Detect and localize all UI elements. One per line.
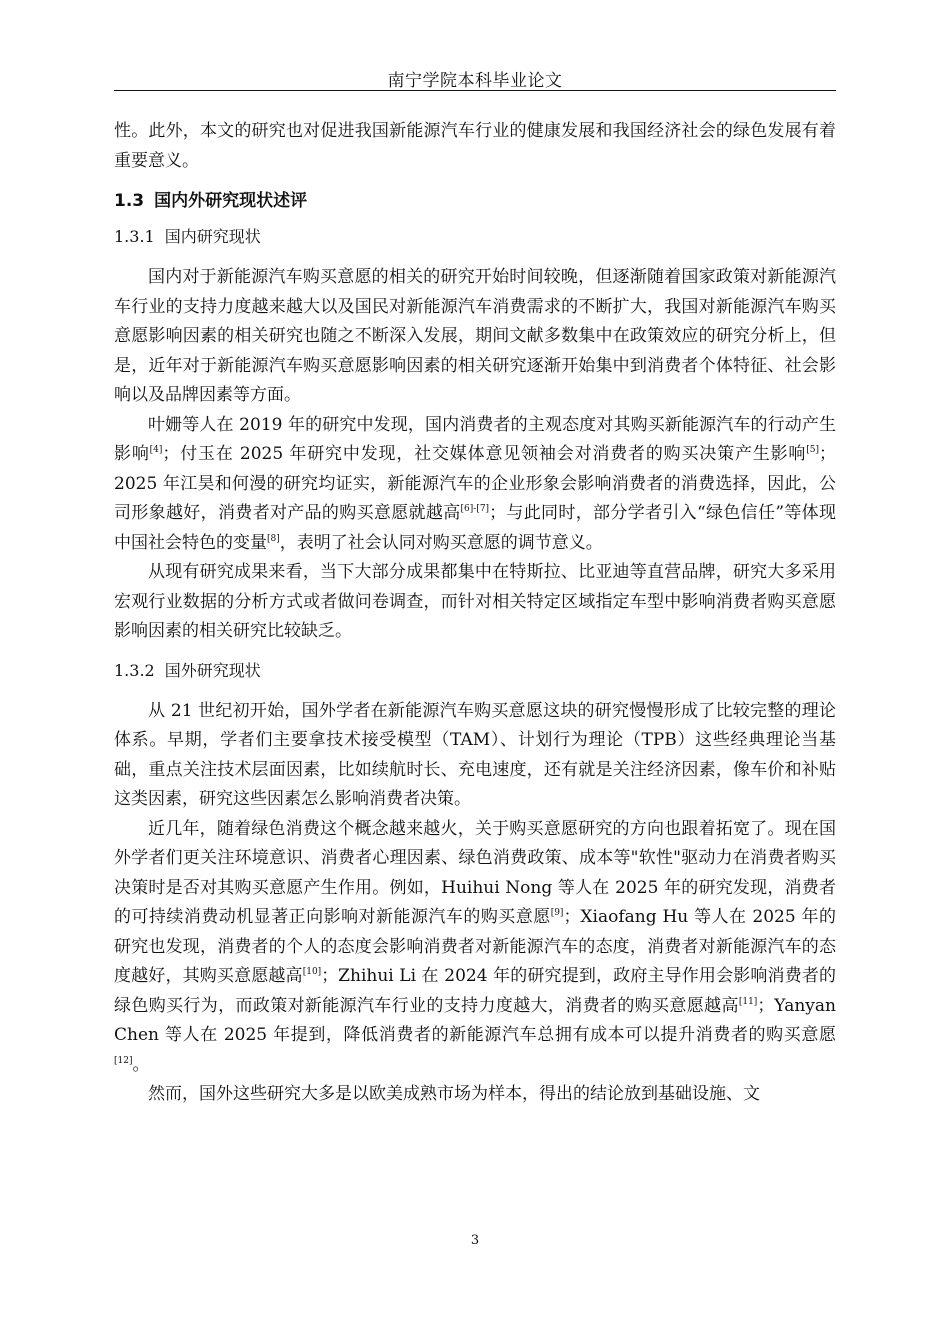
foreign-paragraph-1: 从 21 世纪初开始，国外学者在新能源汽车购买意愿这块的研究慢慢形成了比较完整的理论体系。早期，学者们主要拿技术接受模型（TAM）、计划行为理论（TPB）这些经典理论当基础，重点关注技术层面因素，比如续航时长、充电速度，还有就是关注经济因素，像车价和补贴这类因素，研究这些因素怎么影响消费者决策。 xyxy=(114,700,836,809)
subsection-title: 国内研究现状 xyxy=(164,227,261,246)
citation-ref: [10] xyxy=(302,967,322,977)
subsection-number: 1.3.1 xyxy=(114,227,155,246)
running-header: 南宁学院本科毕业论文 xyxy=(387,71,563,91)
section-title: 国内外研究现状述评 xyxy=(154,191,308,211)
page-number: 3 xyxy=(470,1233,480,1248)
citation-ref: [9] xyxy=(550,908,564,918)
subsection-number: 1.3.2 xyxy=(114,660,155,680)
domestic-paragraph-1: 国内对于新能源汽车购买意愿的相关的研究开始时间较晚，但逐渐随着国家政策对新能源汽车行业的支持力度越来越大以及国民对新能源汽车消费需求的不断扩大，我国对新能源汽车购买意愿影响因素的相关研究也随之不断深入发展，期间文献多数集中在政策效应的研究分析上，但是，近年对于新能源汽车购买意愿影响因素的相关研究逐渐开始集中到消费者个体特征、社会影响以及品牌因素等方面。 xyxy=(114,267,836,405)
citation-ref: [4] xyxy=(149,445,163,455)
text-run: ；2025 年江昊和何漫的研究均证实，新能源汽车的企业形象会影响消费者的消费选择，因此，公司形象越好，消费者对产品的购买意愿就越高 xyxy=(114,444,837,523)
text-run: ；付玉在 2025 年研究中发现，社交媒体意见领袖会对消费者的购买决策产生影响 xyxy=(162,444,807,464)
text-run: ，表明了社会认同对购买意愿的调节意义。 xyxy=(279,532,603,553)
section-heading-1-3 xyxy=(114,186,836,211)
citation-ref: [11] xyxy=(738,996,758,1007)
text-run: ；与此同时，部分学者引入“绿色信任”等体现中国社会特色的变量 xyxy=(114,503,836,553)
subsection-heading-1-3-1 xyxy=(114,223,836,251)
text-run: 叶姗等人在 2019 年的研究中发现，国内消费者的主观态度对其购买新能源汽车的行动产生影响 xyxy=(114,414,836,464)
section-number: 1.3 xyxy=(114,191,145,211)
text-run: ；Yanyan Chen 等人在 2025 年提到，降低消费者的新能源汽车总拥有成本可以提升消费者的购买意愿 xyxy=(114,995,836,1045)
continuation-paragraph: 性。此外，本文的研究也对促进我国新能源汽车行业的健康发展和我国经济社会的绿色发展有着重要意义。 xyxy=(114,121,836,171)
foreign-paragraph-3: 然而，国外这些研究大多是以欧美成熟市场为样本，得出的结论放到基础设施、文 xyxy=(148,1084,760,1104)
foreign-paragraph-2 xyxy=(114,815,836,1081)
text-run: ；Xiaofang Hu 等人在 2025 年的研究也发现，消费者的个人的态度会影响消费者对新能源汽车的态度，消费者对新能源汽车的态度越好，其购买意愿越高 xyxy=(114,907,836,986)
text-run: ；Zhihui Li 在 2024 年的研究提到，政府主导作用会影响消费者的绿色购买行为，而政策对新能源汽车行业的支持力度越大，消费者的购买意愿越高 xyxy=(114,966,837,1016)
page-body xyxy=(114,117,836,1110)
domestic-paragraph-3: 从现有研究成果来看，当下大部分成果都集中在特斯拉、比亚迪等直营品牌，研究大多采用宏观行业数据的分析方式或者做问卷调查，而针对相关特定区域指定车型中影响消费者购买意愿影响因素的相关研究比较缺乏。 xyxy=(114,562,836,641)
subsection-title: 国外研究现状 xyxy=(164,660,261,680)
citation-ref: [8] xyxy=(267,533,280,544)
header-rule xyxy=(114,90,836,91)
citation-ref: [12] xyxy=(114,1055,133,1066)
citation-ref: [5] xyxy=(806,445,820,455)
text-run: 近几年，随着绿色消费这个概念越来越火，关于购买意愿研究的方向也跟着拓宽了。现在国外学者们更关注环境意识、消费者心理因素、绿色消费政策、成本等"软性"驱动力在消费者购买决策时是否对其购买意愿产生作用。例如，Huihui Nong 等人在 2025 年的研究发现，消费者的可持续消费动机显著正向影响对新能源汽车的购买意愿 xyxy=(114,818,836,927)
subsection-heading-1-3-2 xyxy=(114,657,836,685)
text-run: 。 xyxy=(132,1054,150,1075)
citation-ref: [6]-[7] xyxy=(460,504,490,514)
domestic-paragraph-2 xyxy=(114,411,836,559)
